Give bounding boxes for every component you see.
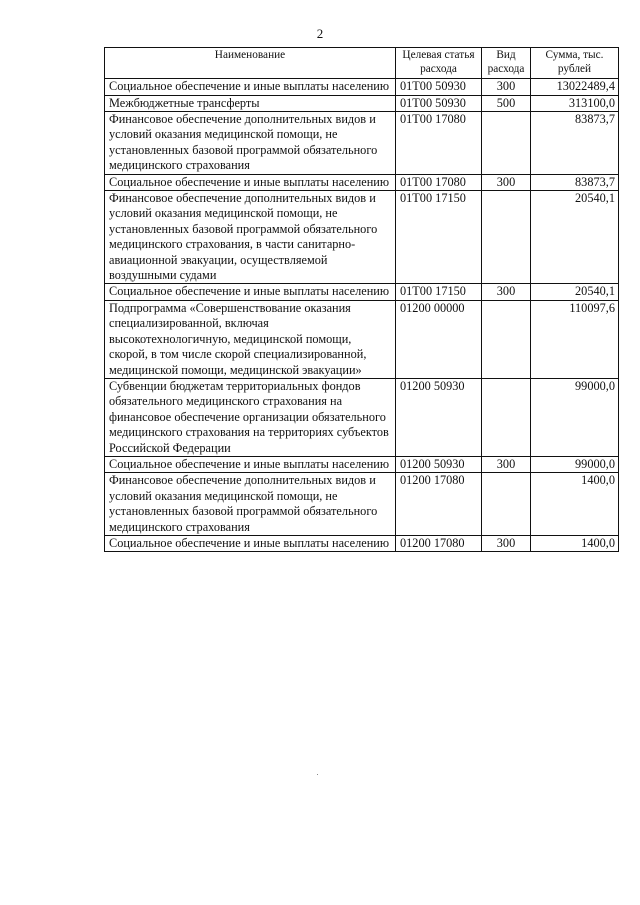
row-name-cell: Финансовое обеспечение дополнительных видов и условий оказания медицинской помощи, не установленных базовой программой обязательного медицинского страхования, в части санитарно-авиационной эвакуации, осуществляемой воздушными судами [105, 191, 396, 284]
row-sum-cell: 99000,0 [531, 456, 619, 472]
row-name-cell: Финансовое обеспечение дополнительных видов и условий оказания медицинской помощи, не установленных базовой программой обязательного медицинского страхования [105, 473, 396, 536]
header-code: Целевая статья расхода [396, 48, 482, 79]
row-code-cell: 01200 00000 [396, 300, 482, 378]
header-name: Наименование [105, 48, 396, 79]
row-code-cell: 01200 50930 [396, 378, 482, 456]
row-name-cell: Подпрограмма «Совершенствование оказания специализированной, включая высокотехнологичную, медицинской помощи, скорой, в том числе скорой специализированной, медицинской помощи, медицинской эвакуации» [105, 300, 396, 378]
row-sum-cell: 1400,0 [531, 535, 619, 551]
row-code-cell: 01Т00 17080 [396, 174, 482, 190]
row-type-cell [482, 191, 531, 284]
table-row [105, 191, 619, 284]
row-name-cell: Социальное обеспечение и иные выплаты населению [105, 79, 396, 95]
row-sum-cell: 110097,6 [531, 300, 619, 378]
row-code-cell: 01200 17080 [396, 535, 482, 551]
row-type-cell: 500 [482, 95, 531, 111]
row-type-cell: 300 [482, 79, 531, 95]
row-type-cell: 300 [482, 535, 531, 551]
table-header-row [105, 48, 619, 79]
budget-table [104, 47, 619, 552]
table-row [105, 284, 619, 300]
page-number: 2 [316, 26, 324, 41]
row-type-cell: 300 [482, 284, 531, 300]
table-row [105, 300, 619, 378]
header-type: Вид расхода [482, 48, 531, 79]
row-name-cell: Социальное обеспечение и иные выплаты населению [105, 535, 396, 551]
table-row [105, 112, 619, 175]
table-row [105, 378, 619, 456]
row-type-cell: 300 [482, 174, 531, 190]
table-row [105, 95, 619, 111]
row-type-cell [482, 300, 531, 378]
row-sum-cell: 83873,7 [531, 112, 619, 175]
row-name-cell: Социальное обеспечение и иные выплаты населению [105, 456, 396, 472]
table-row [105, 535, 619, 551]
row-code-cell: 01200 50930 [396, 456, 482, 472]
row-sum-cell: 13022489,4 [531, 79, 619, 95]
row-name-cell: Субвенции бюджетам территориальных фондов обязательного медицинского страхования на финансовое обеспечение организации обязательного медицинского страхования на территориях субъектов Российской Федерации [105, 378, 396, 456]
row-code-cell: 01Т00 17150 [396, 284, 482, 300]
row-code-cell: 01Т00 50930 [396, 95, 482, 111]
row-code-cell: 01200 17080 [396, 473, 482, 536]
row-type-cell [482, 473, 531, 536]
table-row [105, 456, 619, 472]
row-sum-cell: 20540,1 [531, 284, 619, 300]
table-row [105, 174, 619, 190]
row-name-cell: Социальное обеспечение и иные выплаты населению [105, 284, 396, 300]
row-name-cell: Межбюджетные трансферты [105, 95, 396, 111]
row-name-cell: Социальное обеспечение и иные выплаты населению [105, 174, 396, 190]
row-code-cell: 01Т00 50930 [396, 79, 482, 95]
row-type-cell [482, 378, 531, 456]
header-sum: Сумма, тыс. рублей [531, 48, 619, 79]
row-sum-cell: 83873,7 [531, 174, 619, 190]
row-code-cell: 01Т00 17150 [396, 191, 482, 284]
row-code-cell: 01Т00 17080 [396, 112, 482, 175]
row-sum-cell: 20540,1 [531, 191, 619, 284]
table-body [105, 79, 619, 552]
table-row [105, 79, 619, 95]
table-row [105, 473, 619, 536]
row-sum-cell: 1400,0 [531, 473, 619, 536]
row-sum-cell: 99000,0 [531, 378, 619, 456]
row-name-cell: Финансовое обеспечение дополнительных видов и условий оказания медицинской помощи, не установленных базовой программой обязательного медицинского страхования [105, 112, 396, 175]
scan-speck [317, 774, 318, 775]
row-type-cell [482, 112, 531, 175]
row-type-cell: 300 [482, 456, 531, 472]
row-sum-cell: 313100,0 [531, 95, 619, 111]
